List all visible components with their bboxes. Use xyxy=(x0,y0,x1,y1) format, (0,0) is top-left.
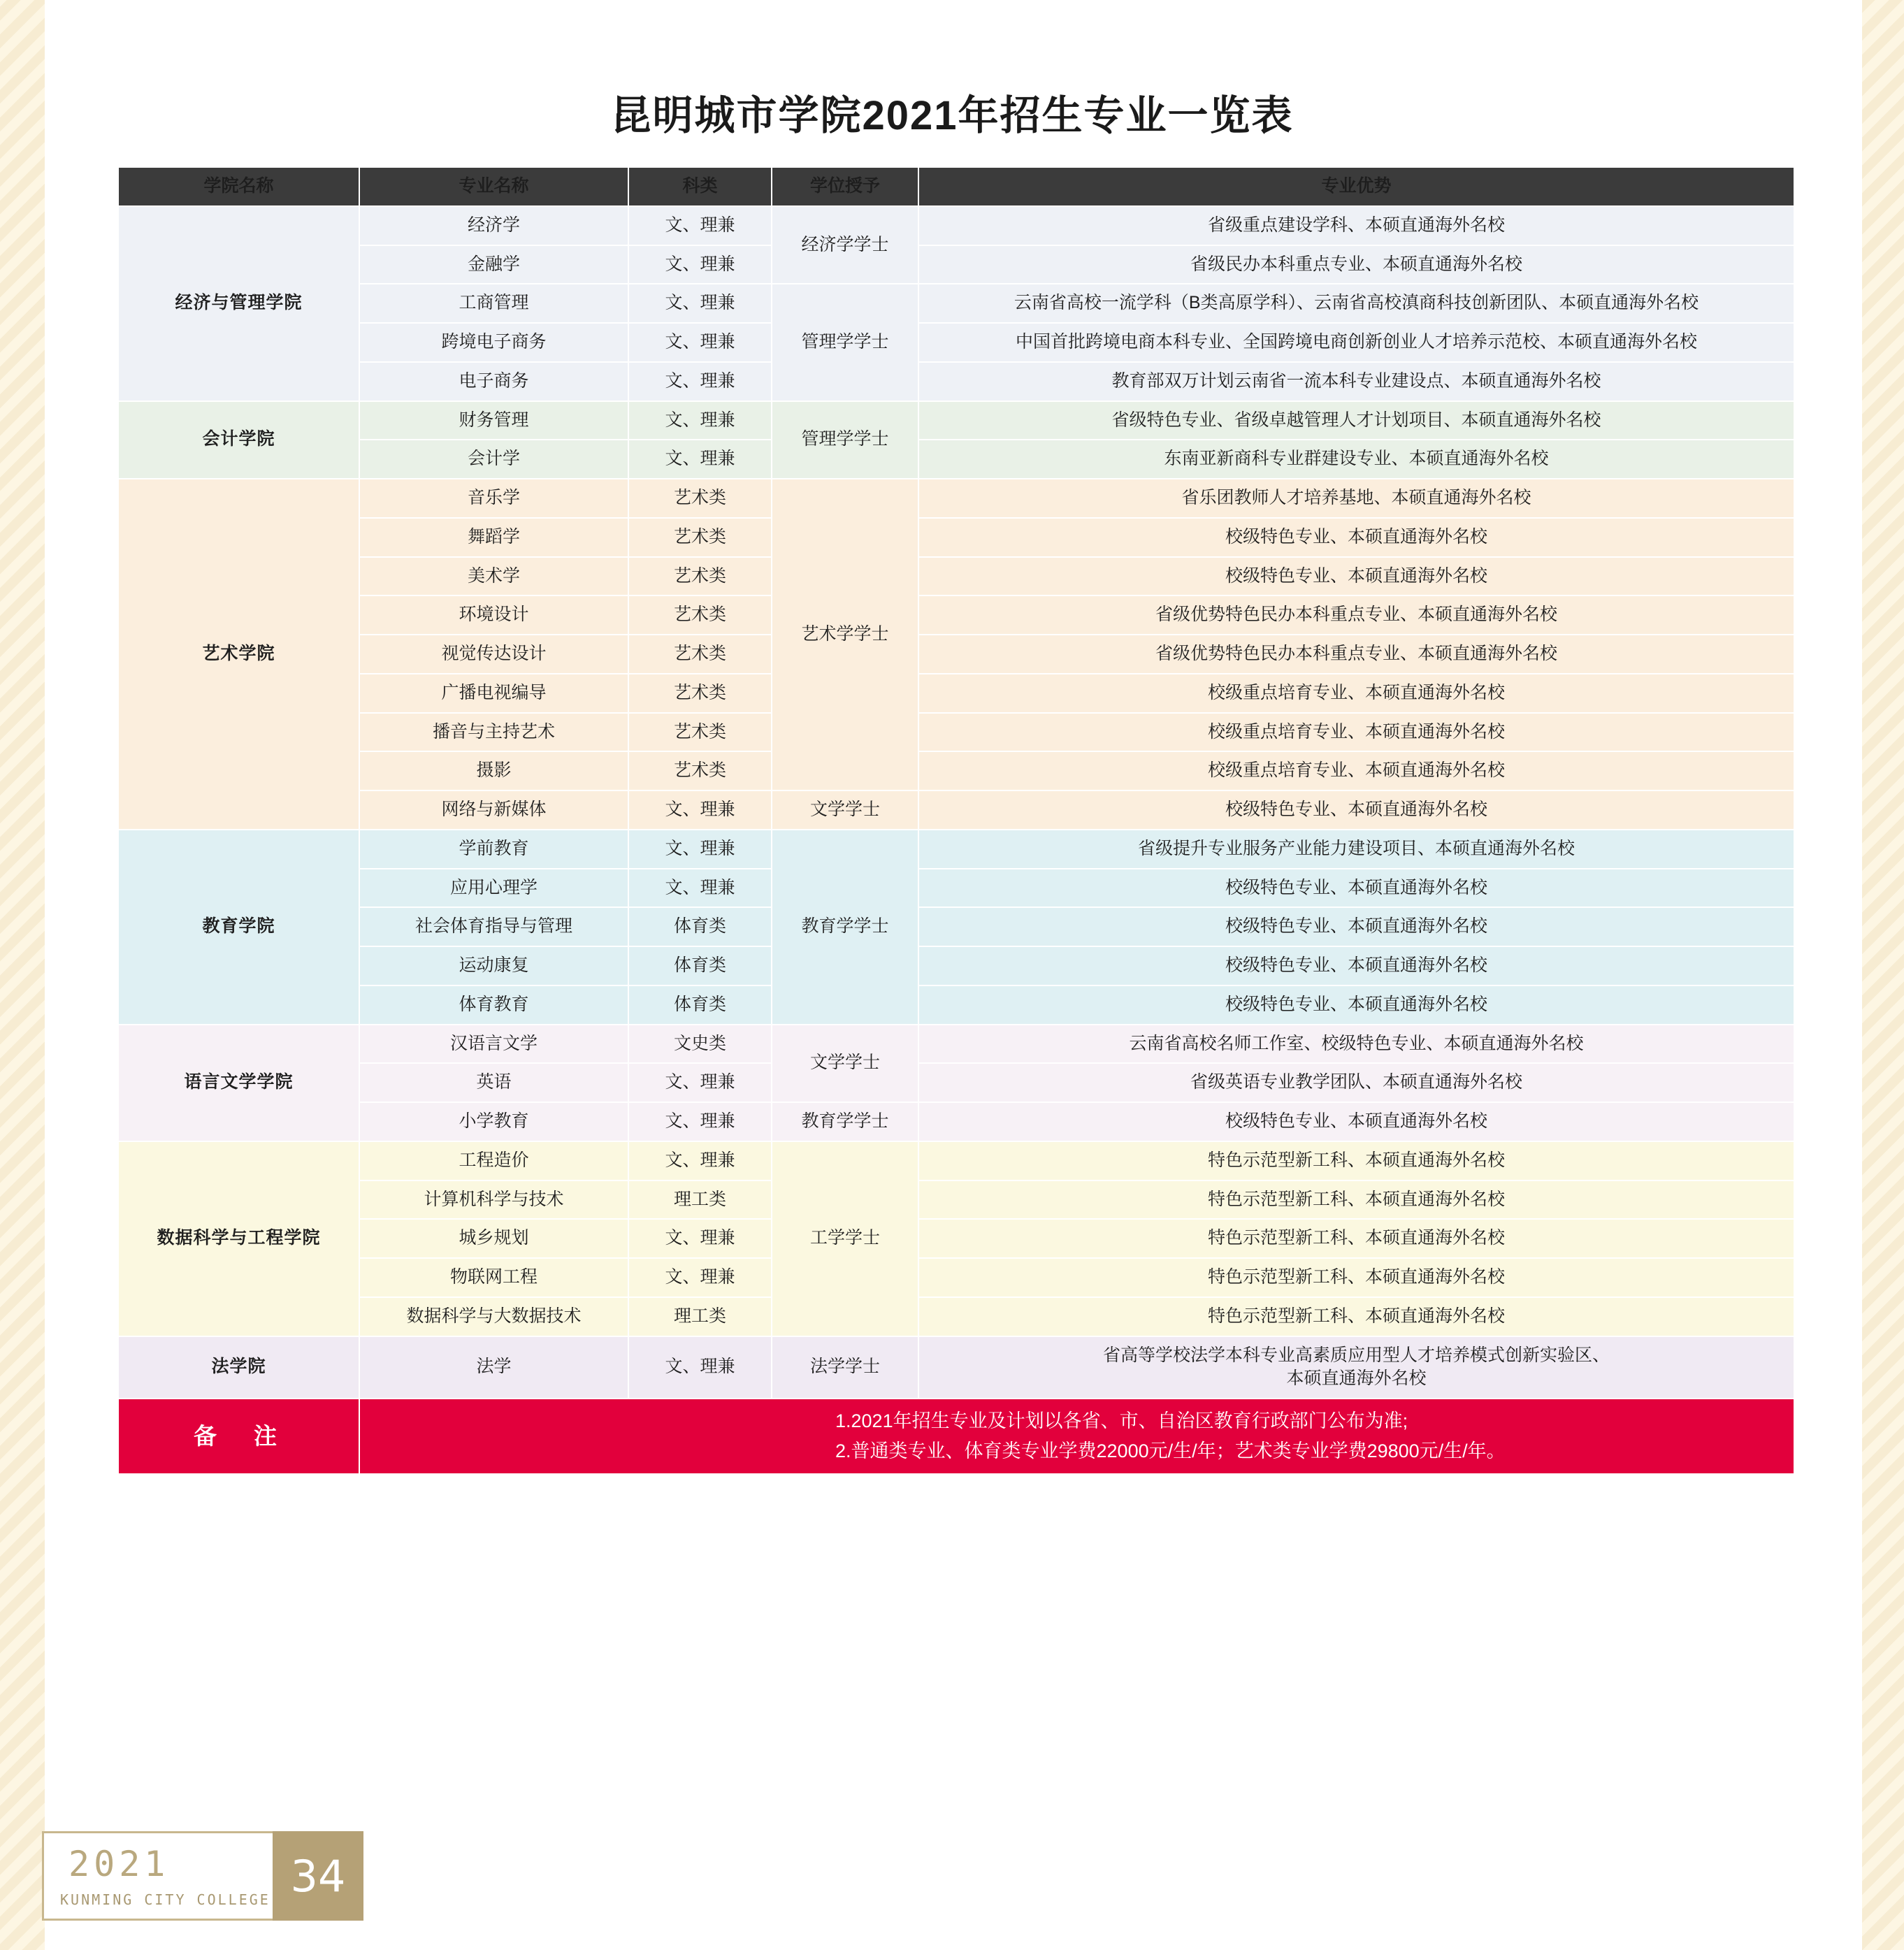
cell-major: 物联网工程 xyxy=(359,1258,628,1297)
page-number: 34 xyxy=(273,1831,363,1921)
cell-degree: 工学学士 xyxy=(772,1141,918,1336)
table-row xyxy=(118,830,1794,869)
cell-advantage: 特色示范型新工科、本硕直通海外名校 xyxy=(918,1180,1794,1220)
table-row xyxy=(118,479,1794,518)
cell-college: 数据科学与工程学院 xyxy=(118,1141,359,1336)
cell-subject-type: 艺术类 xyxy=(628,479,772,518)
table-row xyxy=(118,674,1794,713)
cell-college: 语言文学学院 xyxy=(118,1025,359,1141)
cell-advantage: 校级特色专业、本硕直通海外名校 xyxy=(918,869,1794,908)
cell-major: 工程造价 xyxy=(359,1141,628,1180)
cell-major: 播音与主持艺术 xyxy=(359,713,628,752)
cell-major: 城乡规划 xyxy=(359,1219,628,1258)
cell-advantage: 校级特色专业、本硕直通海外名校 xyxy=(918,1102,1794,1141)
cell-major: 社会体育指导与管理 xyxy=(359,907,628,946)
cell-major: 工商管理 xyxy=(359,284,628,323)
cell-major: 英语 xyxy=(359,1063,628,1102)
table-row xyxy=(118,206,1794,245)
cell-college: 会计学院 xyxy=(118,401,359,479)
cell-major: 经济学 xyxy=(359,206,628,245)
cell-subject-type: 艺术类 xyxy=(628,557,772,596)
cell-advantage: 省级提升专业服务产业能力建设项目、本硕直通海外名校 xyxy=(918,830,1794,869)
cell-subject-type: 文、理兼 xyxy=(628,362,772,401)
cell-advantage: 特色示范型新工科、本硕直通海外名校 xyxy=(918,1219,1794,1258)
cell-subject-type: 艺术类 xyxy=(628,674,772,713)
table-row xyxy=(118,1063,1794,1102)
table-row xyxy=(118,635,1794,674)
page-title: 昆明城市学院2021年招生专业一览表 xyxy=(610,93,1294,138)
cell-advantage: 校级特色专业、本硕直通海外名校 xyxy=(918,790,1794,830)
cell-advantage: 校级特色专业、本硕直通海外名校 xyxy=(918,557,1794,596)
header-advantage: 专业优势 xyxy=(918,167,1794,206)
cell-subject-type: 文、理兼 xyxy=(628,1102,772,1141)
cell-major: 运动康复 xyxy=(359,946,628,985)
cell-major: 应用心理学 xyxy=(359,869,628,908)
header-type: 科类 xyxy=(628,167,772,206)
cell-degree: 文学学士 xyxy=(772,790,918,830)
cell-advantage: 东南亚新商科专业群建设专业、本硕直通海外名校 xyxy=(918,440,1794,479)
cell-major: 法学 xyxy=(359,1336,628,1399)
cell-major: 摄影 xyxy=(359,751,628,790)
table-row xyxy=(118,323,1794,362)
table-row xyxy=(118,907,1794,946)
cell-subject-type: 文、理兼 xyxy=(628,1141,772,1180)
cell-college: 经济与管理学院 xyxy=(118,206,359,401)
table-row xyxy=(118,362,1794,401)
note-body: 1.2021年招生专业及计划以各省、市、自治区教育行政部门公布为准; 2.普通类专业、体育类专业学费22000元/生/年；艺术类专业学费29800元/生/年。 xyxy=(359,1399,1794,1474)
cell-subject-type: 文、理兼 xyxy=(628,1219,772,1258)
cell-major: 电子商务 xyxy=(359,362,628,401)
cell-major: 数据科学与大数据技术 xyxy=(359,1297,628,1336)
cell-subject-type: 文史类 xyxy=(628,1025,772,1064)
cell-subject-type: 艺术类 xyxy=(628,518,772,557)
cell-advantage: 校级特色专业、本硕直通海外名校 xyxy=(918,985,1794,1025)
cell-major: 美术学 xyxy=(359,557,628,596)
table-row xyxy=(118,1180,1794,1220)
cell-major: 学前教育 xyxy=(359,830,628,869)
table-row xyxy=(118,790,1794,830)
cell-subject-type: 文、理兼 xyxy=(628,206,772,245)
cell-subject-type: 文、理兼 xyxy=(628,1258,772,1297)
table-row xyxy=(118,751,1794,790)
cell-advantage: 校级重点培育专业、本硕直通海外名校 xyxy=(918,674,1794,713)
header-college: 学院名称 xyxy=(118,167,359,206)
table-row xyxy=(118,440,1794,479)
table-row xyxy=(118,1258,1794,1297)
cell-major: 网络与新媒体 xyxy=(359,790,628,830)
majors-table-container xyxy=(117,166,1795,1475)
cell-major: 小学教育 xyxy=(359,1102,628,1141)
cell-major: 跨境电子商务 xyxy=(359,323,628,362)
cell-subject-type: 文、理兼 xyxy=(628,869,772,908)
table-row xyxy=(118,557,1794,596)
cell-advantage: 省级优势特色民办本科重点专业、本硕直通海外名校 xyxy=(918,635,1794,674)
cell-subject-type: 艺术类 xyxy=(628,713,772,752)
note-label: 备 注 xyxy=(118,1399,359,1474)
cell-degree: 经济学学士 xyxy=(772,206,918,284)
cell-subject-type: 文、理兼 xyxy=(628,1336,772,1399)
table-row xyxy=(118,401,1794,440)
table-row xyxy=(118,1102,1794,1141)
cell-degree: 教育学学士 xyxy=(772,1102,918,1141)
cell-subject-type: 体育类 xyxy=(628,907,772,946)
cell-advantage: 省乐团教师人才培养基地、本硕直通海外名校 xyxy=(918,479,1794,518)
cell-major: 视觉传达设计 xyxy=(359,635,628,674)
table-row xyxy=(118,1025,1794,1064)
cell-major: 计算机科学与技术 xyxy=(359,1180,628,1220)
note-row xyxy=(118,1399,1794,1474)
cell-advantage: 校级特色专业、本硕直通海外名校 xyxy=(918,907,1794,946)
cell-major: 音乐学 xyxy=(359,479,628,518)
cell-subject-type: 理工类 xyxy=(628,1180,772,1220)
cell-major: 汉语言文学 xyxy=(359,1025,628,1064)
cell-subject-type: 理工类 xyxy=(628,1297,772,1336)
table-row xyxy=(118,518,1794,557)
table-row xyxy=(118,985,1794,1025)
cell-degree: 教育学学士 xyxy=(772,830,918,1025)
cell-subject-type: 文、理兼 xyxy=(628,830,772,869)
cell-subject-type: 文、理兼 xyxy=(628,440,772,479)
table-header-row xyxy=(118,167,1794,206)
table-row xyxy=(118,1141,1794,1180)
cell-college: 法学院 xyxy=(118,1336,359,1399)
cell-advantage: 省级民办本科重点专业、本硕直通海外名校 xyxy=(918,245,1794,284)
table-row xyxy=(118,284,1794,323)
cell-degree: 管理学学士 xyxy=(772,401,918,479)
cell-college: 教育学院 xyxy=(118,830,359,1025)
table-row xyxy=(118,1219,1794,1258)
table-body xyxy=(118,206,1794,1475)
cell-subject-type: 文、理兼 xyxy=(628,284,772,323)
cell-advantage: 云南省高校名师工作室、校级特色专业、本硕直通海外名校 xyxy=(918,1025,1794,1064)
cell-advantage: 特色示范型新工科、本硕直通海外名校 xyxy=(918,1141,1794,1180)
table-row xyxy=(118,1297,1794,1336)
footer-year: 2021 xyxy=(68,1844,170,1884)
cell-advantage: 省级特色专业、省级卓越管理人才计划项目、本硕直通海外名校 xyxy=(918,401,1794,440)
cell-subject-type: 文、理兼 xyxy=(628,323,772,362)
cell-advantage: 省高等学校法学本科专业高素质应用型人才培养模式创新实验区、 本硕直通海外名校 xyxy=(918,1336,1794,1399)
cell-subject-type: 艺术类 xyxy=(628,751,772,790)
cell-major: 广播电视编导 xyxy=(359,674,628,713)
cell-degree: 法学学士 xyxy=(772,1336,918,1399)
cell-subject-type: 文、理兼 xyxy=(628,790,772,830)
cell-subject-type: 文、理兼 xyxy=(628,245,772,284)
footer-brand: KUNMING CITY COLLEGE xyxy=(60,1891,271,1908)
cell-degree: 管理学学士 xyxy=(772,284,918,400)
cell-major: 环境设计 xyxy=(359,595,628,635)
cell-subject-type: 文、理兼 xyxy=(628,401,772,440)
cell-subject-type: 艺术类 xyxy=(628,635,772,674)
cell-advantage: 云南省高校一流学科（B类高原学科）、云南省高校滇商科技创新团队、本硕直通海外名校 xyxy=(918,284,1794,323)
page-footer xyxy=(42,1831,346,1922)
cell-advantage: 校级重点培育专业、本硕直通海外名校 xyxy=(918,751,1794,790)
cell-advantage: 校级特色专业、本硕直通海外名校 xyxy=(918,946,1794,985)
cell-subject-type: 体育类 xyxy=(628,985,772,1025)
cell-subject-type: 体育类 xyxy=(628,946,772,985)
cell-major: 金融学 xyxy=(359,245,628,284)
table-row xyxy=(118,245,1794,284)
table-row xyxy=(118,946,1794,985)
header-degree: 学位授予 xyxy=(772,167,918,206)
cell-advantage: 特色示范型新工科、本硕直通海外名校 xyxy=(918,1297,1794,1336)
table-row xyxy=(118,869,1794,908)
cell-advantage: 省级优势特色民办本科重点专业、本硕直通海外名校 xyxy=(918,595,1794,635)
cell-advantage: 校级特色专业、本硕直通海外名校 xyxy=(918,518,1794,557)
table-row xyxy=(118,595,1794,635)
cell-college: 艺术学院 xyxy=(118,479,359,830)
cell-major: 体育教育 xyxy=(359,985,628,1025)
cell-advantage: 校级重点培育专业、本硕直通海外名校 xyxy=(918,713,1794,752)
cell-advantage: 中国首批跨境电商本科专业、全国跨境电商创新创业人才培养示范校、本硕直通海外名校 xyxy=(918,323,1794,362)
cell-advantage: 省级重点建设学科、本硕直通海外名校 xyxy=(918,206,1794,245)
cell-subject-type: 艺术类 xyxy=(628,595,772,635)
cell-subject-type: 文、理兼 xyxy=(628,1063,772,1102)
table-row xyxy=(118,713,1794,752)
cell-degree: 文学学士 xyxy=(772,1025,918,1103)
cell-major: 财务管理 xyxy=(359,401,628,440)
header-major: 专业名称 xyxy=(359,167,628,206)
cell-major: 会计学 xyxy=(359,440,628,479)
cell-advantage: 省级英语专业教学团队、本硕直通海外名校 xyxy=(918,1063,1794,1102)
cell-major: 舞蹈学 xyxy=(359,518,628,557)
table-row xyxy=(118,1336,1794,1399)
majors-table xyxy=(117,166,1795,1475)
cell-advantage: 特色示范型新工科、本硕直通海外名校 xyxy=(918,1258,1794,1297)
cell-advantage: 教育部双万计划云南省一流本科专业建设点、本硕直通海外名校 xyxy=(918,362,1794,401)
cell-degree: 艺术学学士 xyxy=(772,479,918,790)
